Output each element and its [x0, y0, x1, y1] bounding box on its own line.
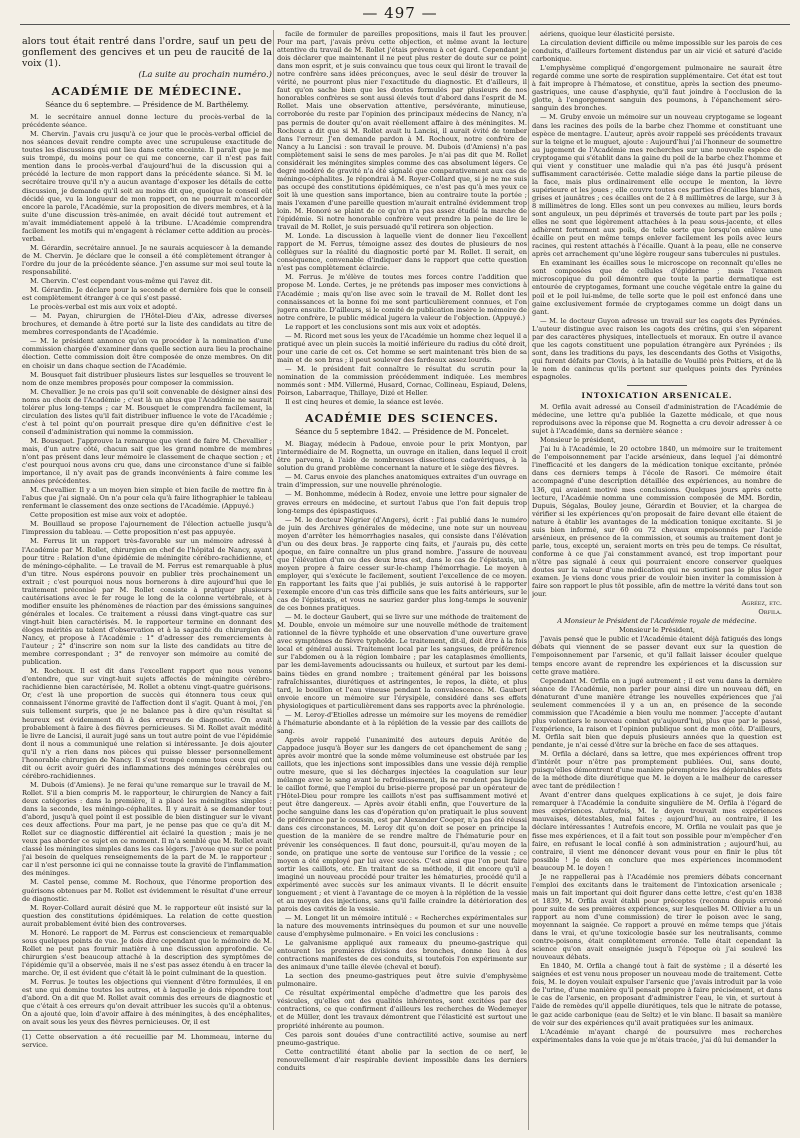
column-3: [532, 30, 782, 1134]
paragraph: M. Dubois (d'Amiens). Je ne ferai qu'une remarque sur le travail de M. Rollet. S'il a bien compris M. le rapporteur, le chirurgien de Nancy a fait deux catégories : dans la première, il a placé les méningites simples ; dans la seconde, les méningo-céphalites. Il y aurait à se demander tout d'abord, jusqu'à quel point il est possible de bien distinguer sur le vivant ces deux affections. Pour ma part, je ne pense pas que ce qu'a dit M. Rollet sur ce diagnostic différentiel ait éclairé la question ; mais je ne veux pas aborder ce sujet en ce moment. Il m'a semblé que M. Rollet avait classé les méningites simples dans les cas légers. J'avoue que sur ce point j'ai besoin de quelques renseignements de la part de M. le rapporteur ; car il n'est personne ici qui ne connaisse toute la gravité de l'inflammation des méninges.: [22, 780, 272, 878]
paragraph: M. Castel pense, comme M. Rochoux, que l'énorme proportion des guérisons obtenues par M. Rollet est évidemment le résultat d'une erreur de diagnostic.: [22, 878, 272, 903]
column-rule: [273, 30, 274, 1130]
paragraph: M. Ferrus. Je m'élève de toutes mes forces contre l'addition que propose M. Londe. Certes, je ne prétends pas imposer mes convictions à l'Académie ; mais qu'on lise avec soin le travail de M. Rollet dont les connaissances et la bonne foi me sont particulièrement connues, et l'on jugera ensuite. D'ailleurs, si le comité de publication insère le mémoire de notre confrère, le public médical jugera la valeur de l'objection. (Appuyé.): [277, 273, 527, 322]
paragraph: — M. le docteur Négrier (d'Angers), écrit : J'ai publié dans le numéro de juin des Archives générales de médecine, une note sur un nouveau moyen d'arrêter les hémorrhagies nasales, qui consiste dans l'élévation d'un ou des deux bras. Je rapporte cinq faits, et j'aurais pu, dès cette époque, en faire connaître un plus grand nombre. J'assure de nouveau que l'élévation d'un ou des deux bras est, dans le cas de l'épistaxis, un moyen propre à faire cesser sur-le-champ l'hémorrhagie. Le moyen à employer, qui s'exécute le facilement, soutient l'excellence de ce moyen. En rapportant les faits que j'ai publiés, je suis autorisé à le rapporter l'exemple encore d'un cas très difficile sans que les faits antérieurs, sur le cas de l'épistaxis, et vous ne sauriez garder plus long-temps le souvenir de ces bonnes pratiques.: [277, 515, 527, 613]
page-number: — 497 —: [362, 4, 438, 22]
continued-text: alors tout était rentré dans l'ordre, sauf un peu de gonflement des gencives et un peu de raucité de la voix (1).: [22, 36, 272, 69]
paragraph: En examinant les écailles sous le microscope on reconnaît qu'elles ne sont composées que de cellules d'épiderme ; mais l'examen microscopique du poil démontre que toute la partie dermatique est entourée de cryptogames, formant une couche végétale entre la gaine du poil et le poil lui-même, de telle sorte que le poil est enfoncé dans une gaine exclusivement formée de cryptogames comme un doigt dans un gant.: [532, 259, 782, 316]
paragraph: M. Chervin. C'est cependant vous-même qui l'avez dit.: [30, 277, 213, 286]
paragraph: Le procès-verbal est mis aux voix et adopté.: [30, 303, 178, 312]
paragraph: Avant d'entrer dans quelques explications à ce sujet, je dois faire remarquer à l'Académie la conduite singulière de M. Orfila à l'égard de mes expériences. Autrefois, M. le doyen trouvait mes expériences mauvaises, détestables, mal faites ; aujourd'hui, au contraire, il les déclare intéressantes ! Autrefois encore, M. Orfila ne voulait pas que je fisse mes expériences, et il a fait tout son possible pour m'empêcher d'en faire, en refusant le local confié à son administration ; aujourd'hui, au contraire, il vient me dénoncer devant vous pour en finir le plus tôt possible ! Je dois en conclure que mes expériences incommodent beaucoup M. le doyen !: [532, 791, 782, 872]
paragraph: M. Chevallier. Je ne crois pas qu'il soit convenable de désigner ainsi des noms au choix de l'Académie ; c'est là un abus que l'Académie ne saurait tolérer plus long-temps ; car M. Bousquet le comprendra facilement, la circulation des listes qu'il fait distribuer influence le vote de l'Académie ; c'est à tel point qu'on pourrait presque dire qu'en définitive c'est le conseil d'administration qui nomme la commission.: [22, 387, 272, 436]
section-heading-intoxication: INTOXICATION ARSENICALE.: [581, 391, 733, 401]
paragraph: J'avais pensé que le public et l'Académie étaient déjà fatigués des longs débats qui viennent de se passer devant eux sur la question de l'empoisonnement par l'arsenic, et qu'il fallait laisser écouler quelque temps encore avant de reprendre les expériences et la discussion sur cette grave matière.: [532, 635, 782, 676]
paragraph: M. Bousquet. J'approuve la remarque que vient de faire M. Chevallier ; mais, d'un autre côté, chacun sait que les grand nombre de membres n'ont pas présent dans leur mémoire le classement de chaque section ; et c'est pourquoi nous avons cru que, dans une circonstance d'une si faible importance, il n'y avait pas de grands inconvénients à faire comme les années précédentes.: [22, 436, 272, 486]
paragraph: — M. Gruby envoie un mémoire sur un nouveau cryptogame se logeant dans les racines des poils de la barbe chez l'homme et constituant une espèce de mentagre. L'auteur, après avoir rappelé ses précédents travaux sur la teigne et le muguet, ajoute : Aujourd'hui j'ai l'honneur de soumettre au jugement de l'Académie mes recherches sur une nouvelle espèce de cryptogame qui s'établit dans la gaine du poil de la barbe chez l'homme et qui vient y constituer une maladie qui n'a pas été jusqu'à présent suffisamment caractérisée. Cette maladie siége dans la partie pileuse de la face, mais plus ordinairement elle occupe le menton, la lèvre supérieure et les joues ; elle couvre toutes ces parties d'écailles blanches, grises et jaunâtres ; ces écailles ont de 2 à 8 millimètres de large, sur 3 à 8 millimètres de long. Elles sont un peu convexes au milieu, leurs bords sont anguleux, un peu déprimés et traversés de toute part par les poils ; elles ne sont que légèrement attachées à la peau sous-jacente, et elles adhèrent fortement aux poils, de telle sorte que lorsqu'on enlève une écaille on peut en même temps enlever facilement les poils avec leurs racines, qui restent attachés à l'écaille. Quant à la peau, elle ne conserve après cet arrachement qu'une légère rougeur sans tubercules ni pustules.: [532, 113, 782, 259]
article-body: [532, 403, 782, 598]
paragraph: M. Orfila a déclaré, dans sa lettre, que mes expériences offrent trop d'intérêt pour n'être pas promptement publiées. Oui, sans doute, puisqu'elles démontrent d'une manière péremptoire les déplorables effets de la méthode dite diurétique que M. le doyen a le malheur de caresser avec tant de prédilection !: [532, 750, 782, 791]
paragraph: M. Royer-Collard aurait désiré que M. le rapporteur eût insisté sur la question des constitutions épidémiques. La relation de cette question aurait probablement évité bien des controverses.: [22, 903, 272, 928]
article-body: [277, 440, 527, 1072]
paragraph: M. Honoré. Le rapport de M. Ferrus est consciencieux et remarquable sous quelques points de vue. Je dois dire cependant que le mémoire de M. Rollet ne peut pas fournir matière à une discussion approfondie. Ce chirurgien s'est beaucoup attaché à la description des symptômes de l'épidémie qu'il a observée, mais il ne s'est pas assez étendu à en tracer la marche. Or, il est évident que c'était là le point culminant de la question.: [22, 928, 272, 977]
section-heading-academie-sciences: ACADÉMIE DES SCIENCES.: [305, 412, 499, 426]
paragraph: — M. Leroy-d'Etiolles adresse un mémoire sur les moyens de remédier à l'hématurie abondante et à la réplétion de la vessie par des caillots de sang.: [277, 710, 527, 735]
paragraph: M. le secrétaire annuel donne lecture du procès-verbal de la précédente séance.: [22, 113, 272, 130]
paragraph: — M. le docteur Guyon adresse un travail sur les cagots des Pyrénées. L'auteur distingue avec raison les cagots des crétins, qui s'en séparent par des caractères physiques, intellectuels et moraux. En outre il avance que les cagots constituent une population étrangère aux Pyrénées ; ils sont, dans les traditions du pays, les descendants des Goths et Visigoths, qui furent défaits par Clovis, à la bataille de Vouillé près Poitiers, et de là le nom de canincus qu'ils portent sur quelques points des Pyrénées espagnoles.: [532, 316, 782, 381]
paragraph: — M. Payan, chirurgien de l'Hôtel-Dieu d'Aix, adresse diverses brochures, et demande à être porté sur la liste des candidats au titre de membres correspondants de l'Académie.: [22, 312, 272, 337]
paragraph: — M. le président annonce qu'on va procéder à la nomination d'une commission chargée d'examiner dans quelle section aura lieu la prochaine élection. Cette commission doit être composée de onze membres. On dit en choisir un dans chaque section de l'Académie.: [22, 337, 272, 370]
separator: [627, 385, 687, 386]
paragraph: L'emphysème compliqué d'engorgement pulmonaire ne saurait être regardé comme une sorte de respiration supplémentaire. Cet état est tout à fait impropre à l'hématose, et constitue, après la section des pneumo-gastriques, une cause d'asphyxie, qu'il faut joindre à l'occlusion de la glotte, à l'engorgement sanguin des poumons, à l'épanchement séro-sanguin des bronches.: [532, 64, 782, 113]
continuation-note: (La suite au prochain numéro.): [138, 70, 272, 80]
paragraph: Ces parois sont douées d'une contractilité active, soumise au nerf pneumo-gastrique.: [277, 1030, 527, 1047]
paragraph: Monsieur le président,: [540, 436, 616, 445]
paragraph: Après avoir rappelé l'unanimité des auteurs depuis Arétée de Cappadoce jusqu'à Boyer sur les dangers de cet épanchement de sang ; après avoir montré que la sonde même volumineuse est obstruée par les caillots, que les injections sont impossibles dans une vessie déjà remplie outre mesure, que si les décharges injectées la coagulation sur leur mélange avec le sang avant le refroidissement, ils ne rendent pas liquide le caillot formé, que l'emploi du brise-pierre proposé par un opérateur de l'Hôtel-Dieu pour rompre les caillots n'est pas suffisamment motivé et peut être dangereux. — Après avoir établi enfin, que l'ouverture de la poche sanguine dans les cas d'opération qu'on pratiquait le plus souvent de préférence par le coussin, est par Alexander Cooper, n'a pas été réussi dans ces circonstances, M. Leroy dit qu'on doit se poser en principe la question de la manière de se rendre maître de l'hématurie pour en prévenir les conséquences. Il faut donc, poursuit-il, qu'au moyen de la sonde, on pratique une sorte de ventouse sur l'orifice de la vessie ; ce moyen a été employé par lui avec succès. C'est ainsi que l'on peut faire sortir les caillots, etc. En traitant de sa méthode, il dit encore qu'il a imaginé un nouveau procédé pour traiter les hématuries, procédé qu'il a expérimenté avec succès sur les animaux vivants. Il le décrit ensuite longuement ; et vient à l'avantage de ce moyen à la réplétion de la vessie et au moyen des injections, sans qu'il faille craindre la détérioration des parois des cavités de la vessie.: [277, 735, 527, 913]
paragraph: M. Londe. La discussion à laquelle vient de donner lieu l'excellent rapport de M. Ferrus, témoigne assez des doutes de plusieurs de nos collègues sur la réalité du diagnostic porté par M. Rollet. Il serait, en conséquence, convenable d'indiquer dans le rapport que cette question n'est pas complètement éclaircie.: [277, 232, 527, 273]
article-body: [277, 30, 527, 406]
paragraph: J'ai lu à l'Académie, le 20 octobre 1840, un mémoire sur le traitement de l'empoisonnement par l'acide arsénieux, dans lequel j'ai démontré l'inefficacité et les dangers de la médication tonique excitante, prônée dans ces derniers temps à l'école de Rasori. Ce mémoire était accompagné d'une description détaillée des expériences, au nombre de 136, qui avaient motivé mes conclusions. Quelques jours après cette lecture, l'Académie nomma une commission composée de MM. Bordin, Dupuis, Ségalas, Bouley jeune, Gérardin et Bouvier, et la chargea de vérifier si les expériences qu'on proposait de faire devant elle étaient de nature à établir les avantages de la médication tonique excitante. Si je suis bien informé, sur 60 ou 72 chevaux empoisonnés par l'acide arsénieux, en présence de la commission, et soumis au traitement dont je parle, tous, excepté un, seraient morts en très peu de temps. Ce résultat, conforme à ce que j'ai constamment avancé, est trop important pour n'être pas signalé à ceux qui pourraient encore conserver quelques doutes sur la valeur d'une médication qui ne soutient pas le plus léger examen. Je viens donc vous prier de vouloir bien inviter la commission à faire son rapport le plus tôt possible, afin de mettre la vérité dans tout son jour.: [532, 445, 782, 599]
paragraph: M. Chevallier. Il y a un moyen bien simple et bien facile de mettre fin à l'abus que j'ai signalé. On n'a pour cela qu'à faire lithographier le tableau renfermant le classement des onze sections de l'Académie. (Appuyé.): [22, 486, 272, 511]
paragraph: Le galvanisme appliqué aux rameaux du pneumo-gastrique qui entourent les premières divisions des bronches, donne lieu à des contractions manifestes de ces conduits, si toutefois l'on expérimente sur des animaux d'une taille élevée (cheval et bœuf).: [277, 939, 527, 972]
paragraph: facile de formuler de pareilles propositions, mais il faut les prouver. Pour ma part, j'avais prévu cette objection, et même avant la lecture attentive du travail de M. Rollet j'étais prévenu à cet égard. Cependant je dois déclarer que maintenant il ne peut plus rester de doute sur ce point dans mon esprit, et je suis convaincu que tous ceux qui liront le travail de notre confrère sans idées préconçues, avec le seul désir de trouver la vérité, ne pourront plus nier l'exactitude du diagnostic. Et d'ailleurs, il faut qu'on sache bien que les doutes formulés par plusieurs de nos honorables confrères se sont aussi élevés tout d'abord dans l'esprit de M. Rollet. Mais une observation attentive, persévérante, minutieuse, corroborée du reste par l'opinion des principaux médecins de Nancy, n'a pas permis de douter qu'on avait réellement affaire à des méningites. M. Rochoux a dit que si M. Rollet avait lu Lancisi, il aurait évité de tomber dans l'erreur. J'en demande pardon à M. Rochoux, notre confrère de Nancy a lu Lancisi : son travail le prouve. M. Dubois (d'Amiens) n'a pas complètement saisi le sens de mes paroles. Je n'ai pas dit que M. Rollet considérait les méningites simples comme des cas absolument légers. Ce degré modéré de gravité n'a été signalé que comparativement aux cas de méningo-céphalites. Je répondrai à M. Royer-Collard que, si je ne me suis pas occupé des constitutions épidémiques, ce n'est pas qu'à mes yeux ce soit là une question sans importance, bien au contraire toute la portée ; mais l'examen d'une pareille question m'aurait entraîné évidemment trop loin. M. Honoré se plaint de ce qu'on n'a pas assez étudié la marche de l'épidémie. Si notre honorable confrère veut prendre la peine de lire le travail de M. Rollet, je suis persuadé qu'il retirera son objection.: [277, 30, 527, 232]
letter-signature: Orfila.: [758, 608, 782, 617]
paragraph: M. Orfila avait adressé au Conseil d'administration de l'Académie de médecine, une lettre qu'a publiée la Gazette médicale, et que nous reproduisons avec la réponse que M. Rognetta a cru devoir adresser à ce sujet à l'Académie, dans sa dernière séance :: [532, 403, 782, 436]
paragraph: Le rapport et les conclusions sont mis aux voix et adoptés.: [285, 322, 481, 331]
paragraph: — M. Ricord met sous les yeux de l'Académie un homme chez lequel il a pratiqué avec un plein succès la moitié inférieure du radius du côté droit, pour une carie de cet os. Cet homme se sert maintenant très bien de sa main et de son bras ; il peut soulever des fardeaux assez lourds.: [277, 331, 527, 364]
paragraph: Il est cinq heures et demie, la séance est levée.: [285, 398, 444, 407]
paragraph: M. Gérardin. Je déclare pour la seconde et dernière fois que le conseil est complètement étranger à ce qui s'est passé.: [22, 286, 272, 303]
paragraph: M. Ferrus lit un rapport très-favorable sur un mémoire adressé à l'Académie par M. Rollet, chirurgien en chef de l'hôpital de Nancy, ayant pour titre : Relation d'une épidémie de méningite cérébro-rachidienne, et de méningo-céphalite. — Le travail de M. Ferrus est remarquable à plus d'un titre. Nous espérons pouvoir en publier très prochainement un extrait ; c'est pourquoi nous nous bornerons à dire aujourd'hui que le traitement préconisé par M. Rollet consiste à pratiquer plusieurs cautérisations avec le fer rouge le long de la colonne vertébrale, et à modifier ensuite les phénomènes de réaction par des émissions sanguines générales et locales. Ce traitement a réussi dans vingt-quatre cas sur vingt-huit bien caractérisés. M. le rapporteur termine en donnant des éloges mérités au talent d'observation et à la sagacité du chirurgien de Nancy, et propose à l'Académie : 1° d'adresser des remerciements à l'auteur ; 2° d'inscrire son nom sur la liste des candidats au titre de membre correspondant ; 3° de renvoyer son mémoire au comité de publication.: [22, 537, 272, 667]
paragraph: La section des pneumo-gastriques peut être suivie d'emphysème pulmonaire.: [277, 972, 527, 989]
paragraph: Ce résultat expérimental empêche d'admettre que les parois des vésicules, qu'elles ont des qualités inhérentes, sont excitées par des contractions, ce que confirment d'ailleurs les recherches de Wedemeyer et de Müller, dont les travaux démontrent que l'élasticité est surtout une propriété inhérente au poumon.: [277, 989, 527, 1030]
paragraph: M. Biagay, médecin à Padoue, envoie pour le prix Montyon, par l'intermédiaire de M. Rognetta, un ouvrage en italien, dans lequel il croit être parvenu, à l'aide de nombreuses dissections cadavériques, à la solution du grand problème concernant la nature et le siège des fièvres.: [277, 440, 527, 473]
reply-heading: A Monsieur le Président de l'Académie royale de médecine.: [557, 617, 757, 626]
paragraph: L'Académie m'ayant chargé de poursuivre mes recherches expérimentales dans la voie que je m'étais tracée, j'ai dû lui demander la: [532, 1027, 782, 1044]
article-body: [22, 113, 272, 1026]
paragraph: M. Bousquet fait distribuer plusieurs listes sur lesquelles se trouvent le nom de onze membres proposés pour composer la commission.: [22, 370, 272, 387]
article-body: [532, 635, 782, 1043]
paragraph: En 1840, M. Orfila a changé tout à fait de système ; il a déserté les saignées et est venu nous proposer un nouveau mode de traitement. Cette fois, M. le doyen voulait expulser l'arsenic que j'avais introduit par la voie de l'urine, d'une manière qu'il pensait propre à faire précisément, et dans le cas de l'arsenic, en proposant d'administrer l'eau, le vin, et surtout à l'aide de remèdes qu'il appelle diurétiques, tels que le nitrate de potasse, le gaz acide carbonique (eau de Seltz) et le vin blanc. Il basait sa manière de voir sur des expériences qu'il avait pratiquées sur les animaux.: [532, 962, 782, 1027]
session-line: Séance du 5 septembre 1842. — Présidence de M. Poncelet.: [295, 428, 509, 437]
letter-closing: Agréez, etc.: [741, 599, 782, 608]
session-line: Séance du 6 septembre. — Présidence de M. Barthélemy.: [45, 101, 249, 110]
column-1: [22, 30, 272, 1134]
paragraph: M. Ferrus. Je toutes les objections qui viennent d'être formulées, il en est une qui domine toutes les autres, et à laquelle je dois répondre tout d'abord. On a dit que M. Rollet avait commis des erreurs de diagnostic et que c'était à ces erreurs qu'on devait attribuer les succès qu'il a obtenus. On a ajouté que, loin d'avoir affaire à des méningites, à des encéphalites, on avait sous les yeux des fièvres pernicieuses. Or, il est: [22, 978, 272, 1027]
reply-salutation: Monsieur le Président,: [618, 626, 696, 635]
paragraph: M. Gérardin, secrétaire annuel. Je ne saurais acquiescer à la demande de M. Chervin. Je déclare que le conseil a été complètement étranger à l'ordre du jour de la précédente séance. J'en assume sur moi seul toute la responsabilité.: [22, 243, 272, 276]
paragraph: — M. Bonhomme, médecin à Rodez, envoie une lettre pour signaler de graves erreurs en médecine, et surtout l'abus que l'on fait depuis trop long-temps des épispastiques.: [277, 490, 527, 515]
section-heading-academie-medecine: ACADÉMIE DE MÉDECINE.: [51, 85, 243, 99]
paragraph: — M. Longet lit un mémoire intitulé : « Recherches expérimentales sur la nature des mouvements intrinsèques du poumon et sur une nouvelle cause d'emphysème pulmonaire. » En voici les conclusions :: [277, 913, 527, 939]
paragraph: M. Rochoux. Il est dit dans l'excellent rapport que nous venons d'entendre, que sur vingt-huit sujets affectés de méningite cérébro-rachidienne bien caractérisée, M. Rollet a obtenu vingt-quatre guérisons. Or, c'est là une proportion de succès qui étonnera tous ceux qui connaissent l'énorme gravité de l'affection dont il s'agit. Quant à moi, j'en suis tellement surpris, que je ne balance pas à dire qu'un résultat si heureux est évidemment dû à des erreurs de diagnostic. On avait probablement à faire à des fièvres pernicieuses. Si M. Rollet avait médité le livre de Lancisi, il aurait jugé sans un tout autre point de vue l'épidémie dont il nous a communiqué une relation si intéressante. Je dois ajouter qu'il n'y a rien dans nos pièces qui puisse blesser personnellement l'honorable chirurgien de Nancy. Il s'est trompé comme tous ceux qui ont dit ou écrit avoir guéri des inflammations des méninges cérébrales ou cérébro-rachidiennes.: [22, 667, 272, 780]
paragraph: — M. Carus envoie des planches anatomiques extraites d'un ouvrage en train d'impression, sur une nouvelle phrénologie.: [277, 473, 527, 490]
paragraph: M. Bouillaud se propose l'ajournement de l'élection actuelle jusqu'à l'impression du tableau. — Cette proposition n'est pas appuyée.: [22, 520, 272, 537]
paragraph: — M. le docteur Gaubert, qui se livre sur une méthode de traitement de M. Double, envoie un mémoire sur une nouvelle méthode de traitement rationnel de la fièvre typhoïde et une observation d'une ouverture grave avec symptômes de fièvre typhoïde. Le traitement, dit-il, doit être à la fois local et général aussi. Traitement local par les sangsues, de préférence sur l'abdomen ou à la région lombaire ; par les cataplasmes émollients, par les demi-lavements adoucissants ou huileux, et surtout par les demi-bains tièdes en grand nombre ; traitement général par les boissons rafraîchissantes, diurétiques et astringentes, le repos, la diète, et plus tard, le bouillon et l'eau vineuse pendant la convalescence. M. Gaubert envoie encore un mémoire sur l'érysipèle, considéré dans ses effets physiologiques et particulièrement dans ses rapports avec la phrénologie.: [277, 613, 527, 710]
column-2: [277, 30, 527, 1134]
paragraph: Cette proposition est mise aux voix et adoptée.: [30, 511, 188, 520]
paragraph: M. Chervin. J'avais cru jusqu'à ce jour que le procès-verbal officiel de nos séances devait rendre compte avec une scrupuleuse exactitude de toutes les discussions qui ont lieu dans cette enceinte. Il paraît que je me suis trompé, du moins pour ce qui me concerne, car il n'est pas fait mention dans le procès-verbal d'aujourd'hui de la discussion qui a précédé la lecture de mon rapport dans la précédente séance. Si M. le secrétaire trouve qu'il n'y a aucun avantage d'exposer les détails de cette discussion, je demande qu'il soit au moins dit que, quoique le conseil eût décidé que, vu la longueur de mon rapport, on ne pourrait m'accorder encore la parole, l'Académie, sur la proposition de divers membres, et à la suite d'une discussion très-animée, en avait décidé tout autrement et m'avait immédiatement appelé à la tribune. L'Académie comprendra facilement les motifs qui m'engagent à réclamer cette addition au procès-verbal.: [22, 130, 272, 243]
footnote: (1) Cette observation a été recueillie par M. Lhommeau, interne du service.: [22, 1030, 272, 1049]
paragraph: Cependant M. Orfila en a jugé autrement ; il est venu dans la dernière séance de l'Académie, non parler pour ainsi dire un nouveau défi, en dénaturant d'une manière étrange les nouvelles expériences que j'ai seulement commencées il y a un an, en présence de la seconde commission que l'Académie a bien voulu me nommer. J'accepte d'autant plus volontiers le nouveau combat qu'aujourd'hui, plus que par le passé, l'expérience, la raison et l'opinion publique sont de mon côté. D'ailleurs, M. Orfila sait bien que depuis plusieurs années que la question est pendante, je n'ai cessé d'être sur la brèche en face de ses attaques.: [532, 676, 782, 749]
article-body: [532, 30, 782, 381]
paragraph: La circulation devient difficile ou même impossible sur les parois de ces conduits, d'ailleurs fortement distendus par un air vicié et saturé d'acide carbonique.: [532, 39, 782, 64]
header-rule: [20, 24, 790, 25]
paragraph: Cette contractilité étant abolie par la section de ce nerf, le renouvellement d'air respirable devient impossible dans les derniers conduits: [277, 1047, 527, 1072]
column-rule: [528, 30, 529, 1130]
paragraph: — M. le président fait connaître le résultat du scrutin pour la nomination de la commission précédemment indiquée. Les membres nommés sont : MM. Villermé, Husard, Cornac, Collineau, Espiaud, Delens, Poirson, Labarraque, Thillaye, Dizé et Heller.: [277, 364, 527, 398]
paragraph: Je ne rappellerai pas à l'Académie nos premiers débats concernant l'emploi des excitants dans le traitement de l'intoxication arsenicale ; mais un fait important qui doit figurer dans cette lettre, c'est qu'en 1838 et 1839, M. Orfila avait établi pour préceptes (reconnu depuis erroné pour suite de ses premières expériences, sur lesquelles M. Ollivier a lu un rapport au nom d'une commission) de tirer le poison avec le sang, moyennant la saignée. Ce rapport a prouvé en même temps que j'étais dans le vrai, et qu'une toxicologie basée sur les neutralisants, comme contre-poisons, était complètement erronée. Telle était cependant la science qu'on avait enseignée jusqu'à l'époque où j'ai soulevé les nouveaux débats.: [532, 872, 782, 962]
paragraph: aériens, quoique leur élasticité persiste.: [540, 30, 675, 38]
